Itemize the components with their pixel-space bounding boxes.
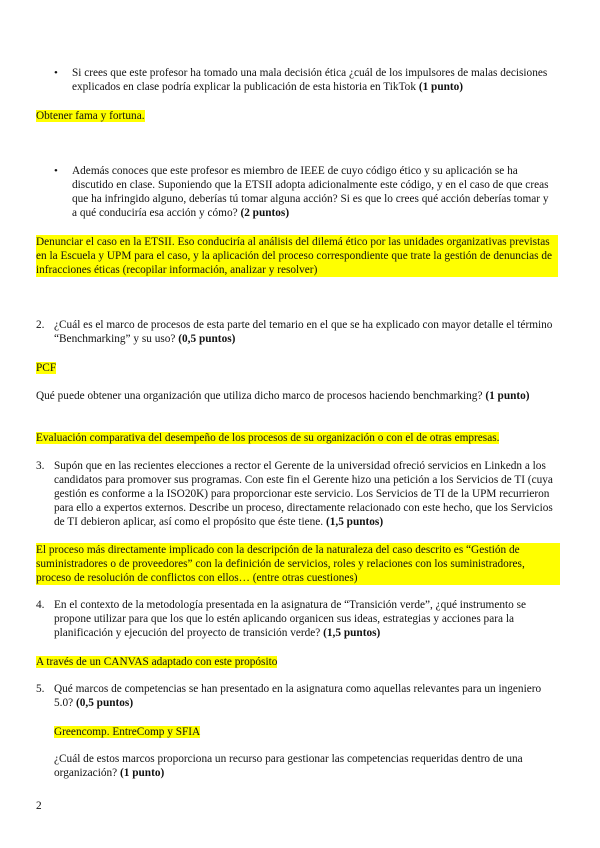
bullet-icon: •: [54, 67, 58, 79]
question-1-bullet-1: [72, 66, 552, 94]
question-text: En el contexto de la metodología presentada en la asignatura de “Transición verde”, ¿qué instrumento se propone utilizar para que los que lo estén aplicando organicen sus ideas, estrategias y acciones para la planificación y ejecución del proyecto de transición verde?: [54, 599, 527, 639]
question-points: (0,5 puntos): [178, 333, 236, 345]
question-1-bullet-2: [72, 164, 556, 220]
question-points: (0,5 puntos): [75, 697, 134, 709]
answer-2b: [36, 431, 499, 445]
question-text: Si crees que este profesor ha tomado una mala decisión ética ¿cuál de los impulsores de malas decisiones explicados en clase podría explicar la publicación de esta historia en TikTok: [72, 67, 548, 93]
highlighted-answer: Evaluación comparativa del desempeño de los procesos de su organización o con el de otras empresas.: [36, 432, 500, 444]
question-2b: [36, 389, 558, 403]
page-number: 2: [36, 800, 42, 812]
answer-1-bullet-1: [36, 109, 145, 123]
question-points: (1 punto): [485, 390, 530, 402]
answer-5: [54, 725, 200, 739]
question-points: (2 puntos): [240, 207, 290, 219]
answer-3: [36, 543, 560, 585]
question-text: Supón que en las recientes elecciones a rector el Gerente de la universidad ofreció servicios en Linkedn a los candidatos para promover sus programas. Con este fin el Gerente hizo una petición a los Servicios de TI (cuya gestión es conforme a la ISO20K) para proporcionar este servicio. Los Servicios de TI de la UPM recurrieron para ello a expertos externos. Describe un proceso, directamente relacionado con este hecho, que los Servicios de TI debieron aplicar, así como el propósito que éste tiene.: [54, 460, 553, 528]
question-points: (1 punto): [119, 767, 165, 779]
highlighted-answer: El proceso más directamente implicado con la descripción de la naturaleza del caso descrito es “Gestión de suministradores o de proveedores” con la definición de servicios, roles y relaciones con los suministradores, proceso de resolución de conflictos con ellos… (entre otras cuestiones): [36, 544, 525, 584]
question-number: 2.: [36, 319, 45, 331]
question-number: 3.: [36, 460, 45, 472]
question-4: [54, 598, 560, 640]
question-5: [54, 682, 544, 710]
question-text: Qué puede obtener una organización que utiliza dicho marco de procesos haciendo benchmarking?: [36, 390, 483, 402]
question-text: Además conoces que este profesor es miembro de IEEE de cuyo código ético y su aplicación se ha discutido en clase. Suponiendo que la ETSII adopta adicionalmente este código, y en el caso de que creas que ha infringido alguno, deberías tú tomar alguna acción? Si es que lo crees qué acción deberías tomar y a qué conduciría esa acción y cómo?: [72, 165, 549, 219]
answer-4: [36, 655, 277, 669]
question-3: [54, 459, 558, 529]
question-points: (1,5 puntos): [323, 627, 381, 639]
highlighted-answer: Obtener fama y fortuna.: [36, 110, 145, 122]
question-number: 4.: [36, 599, 45, 611]
question-points: (1,5 puntos): [325, 516, 384, 528]
question-5b: [54, 752, 558, 780]
answer-1-bullet-2: [36, 235, 558, 277]
question-text: ¿Cuál es el marco de procesos de esta parte del temario en el que se ha explicado con mayor detalle el término “Benchmarking” y su uso?: [54, 319, 553, 345]
highlighted-answer: Greencomp. EntreComp y SFIA: [54, 726, 201, 738]
answer-2: [36, 361, 56, 375]
highlighted-answer: Denunciar el caso en la ETSII. Eso conduciría al análisis del dilemá ético por las unidades organizativas previstas en la Escuela y UPM para el caso, y la aplicación del proceso correspondiente que trate la gestión de denuncias de infracciones éticas (recopilar información, analizar y resolver): [36, 236, 553, 276]
highlighted-answer: A través de un CANVAS adaptado con este propósito: [36, 656, 278, 668]
highlighted-answer: PCF: [36, 362, 57, 374]
bullet-icon: •: [54, 165, 58, 177]
question-2: [54, 318, 558, 346]
question-text: Qué marcos de competencias se han presentado en la asignatura como aquellas relevantes para un ingeniero 5.0?: [54, 683, 542, 709]
question-number: 5.: [36, 683, 45, 695]
question-text: ¿Cuál de estos marcos proporciona un recurso para gestionar las competencias requeridas dentro de una organización?: [54, 753, 523, 779]
question-points: (1 punto): [418, 81, 464, 93]
